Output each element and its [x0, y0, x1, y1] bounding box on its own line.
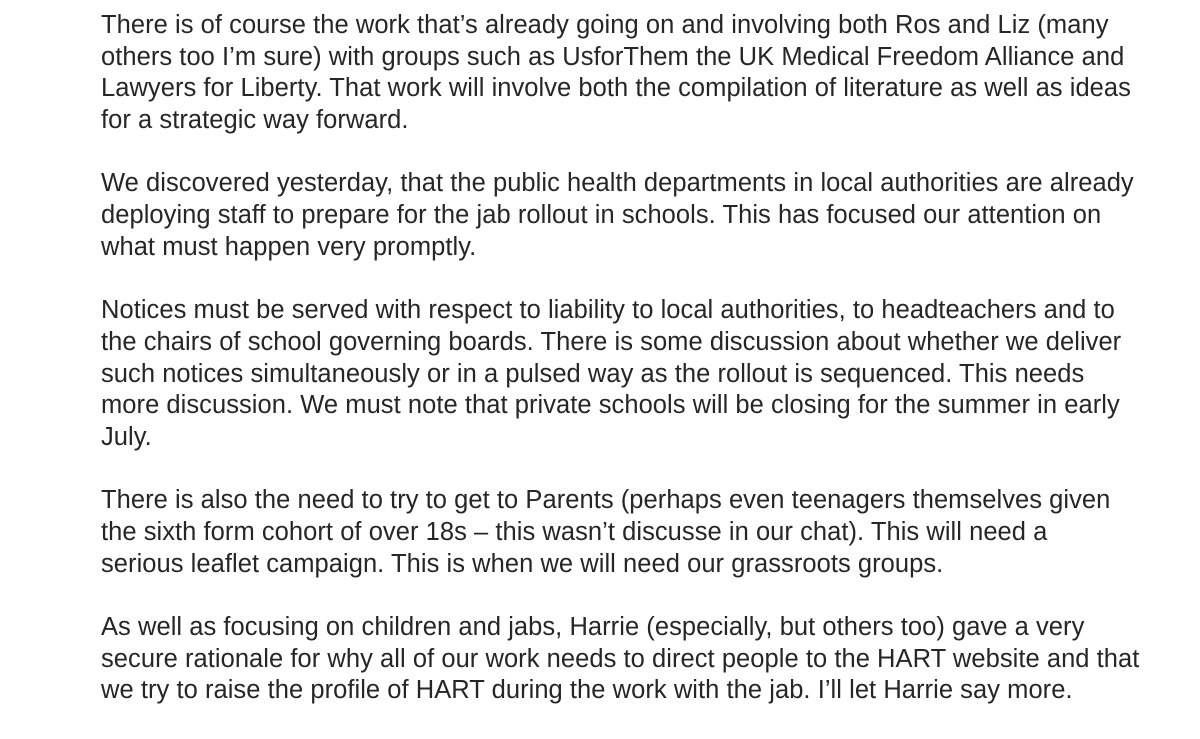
text-line: for a strategic way forward.: [101, 106, 409, 135]
paragraph-1: [101, 10, 1176, 137]
text-line: serious leaflet campaign. This is when we will need our grassroots groups.: [101, 549, 944, 578]
text-line: what must happen very promptly.: [101, 232, 477, 261]
text-line: the sixth form cohort of over 18s – this wasn’t discusse in our chat). This will need a: [101, 518, 1048, 546]
paragraph-3: [101, 295, 1176, 453]
text-line: secure rationale for why all of our work needs to direct people to the HART website and that: [101, 644, 1140, 673]
text-line: There is also the need to try to get to Parents (perhaps even teenagers themselves given: [101, 486, 1111, 515]
text-line: we try to raise the profile of HART during the work with the jab. I’ll let Harrie say more.: [101, 676, 1073, 705]
text-line: As well as focusing on children and jabs, Harrie (especially, but others too) gave a very: [101, 613, 1085, 642]
text-line: such notices simultaneously or in a pulsed way as the rollout is sequenced. This needs: [101, 359, 1085, 388]
paragraph-2: [101, 168, 1176, 263]
document-body: [101, 10, 1176, 739]
text-line: more discussion. We must note that private schools will be closing for the summer in early: [101, 391, 1120, 420]
paragraph-4: [101, 485, 1176, 580]
text-line: Lawyers for Liberty. That work will involve both the compilation of literature as well as ideas: [101, 74, 1131, 103]
text-line: deploying staff to prepare for the jab rollout in schools. This has focused our attention on: [101, 201, 1102, 230]
paragraph-5: [101, 612, 1176, 707]
text-line: July.: [101, 422, 152, 451]
text-line: There is of course the work that’s already going on and involving both Ros and Liz (many: [101, 11, 1109, 39]
text-line: the chairs of school governing boards. There is some discussion about whether we deliver: [101, 327, 1122, 356]
text-line: Notices must be served with respect to liability to local authorities, to headteachers and to: [101, 296, 1115, 325]
text-line: others too I’m sure) with groups such as UsforThem the UK Medical Freedom Alliance and: [101, 42, 1125, 71]
text-line: We discovered yesterday, that the public health departments in local authorities are already: [101, 169, 1134, 198]
